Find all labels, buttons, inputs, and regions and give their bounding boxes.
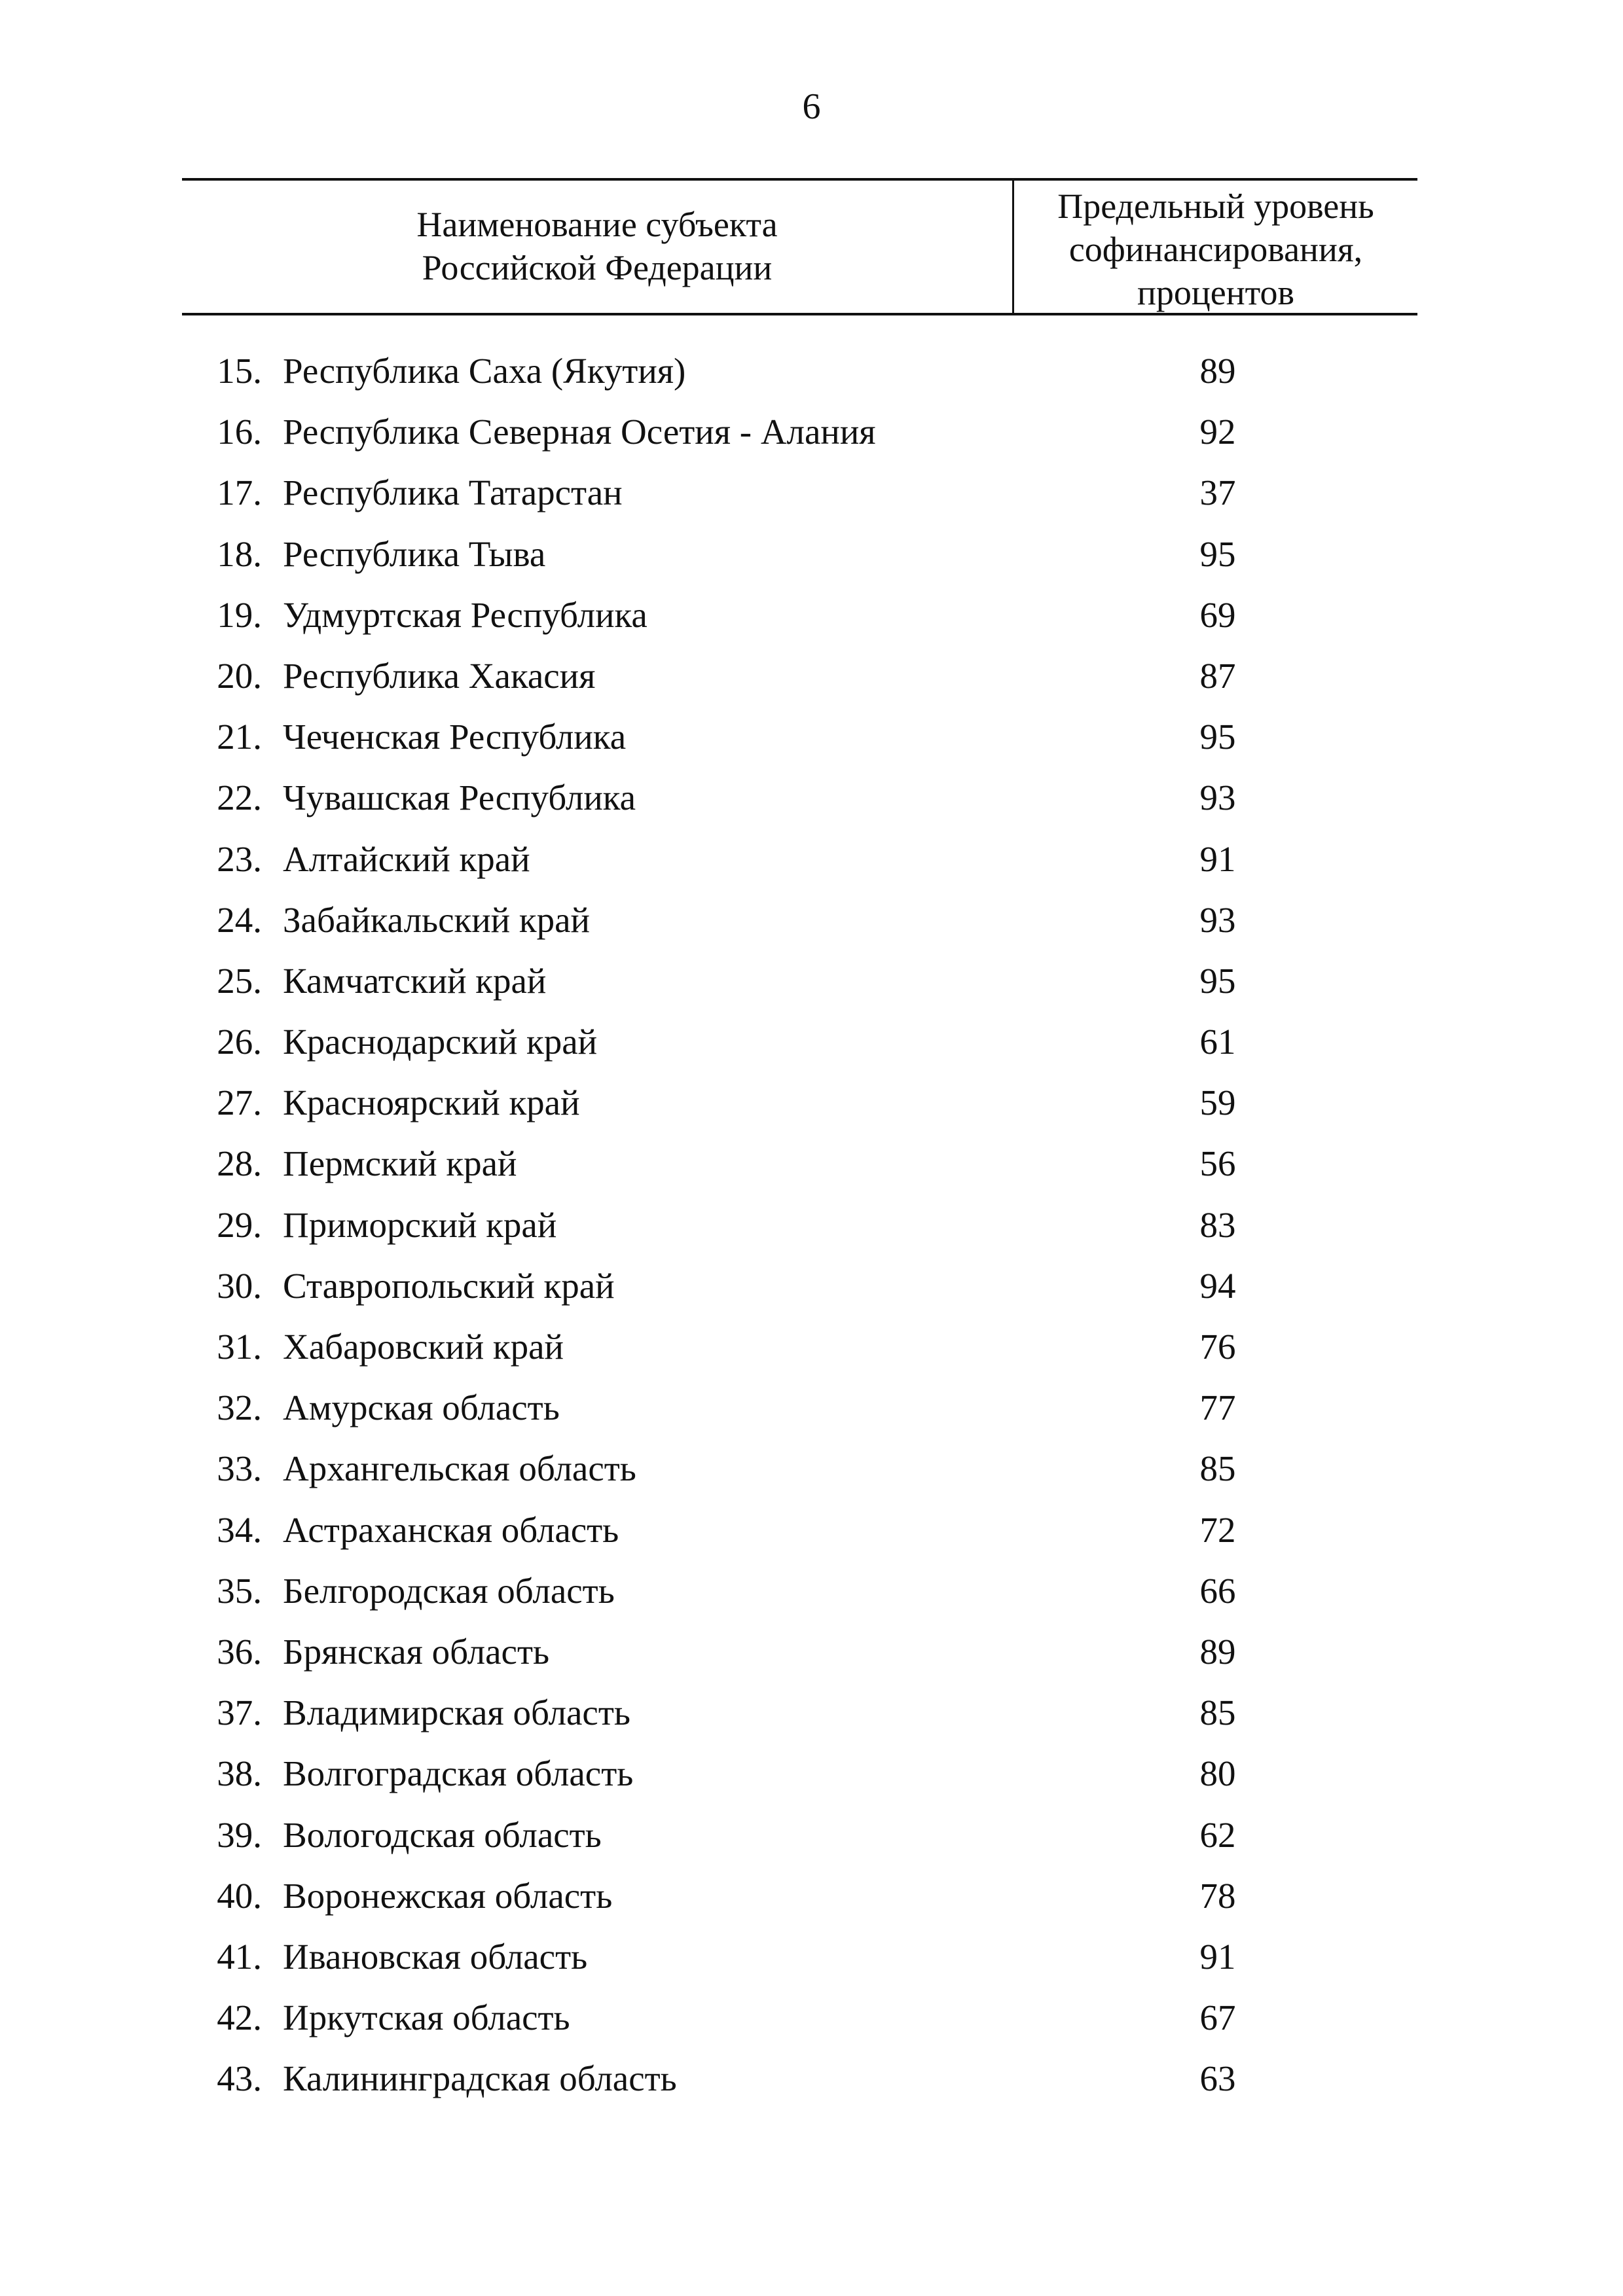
cofinancing-level-value: 92 xyxy=(1199,412,1236,452)
subject-name: Красноярский край xyxy=(283,1083,580,1123)
table-row xyxy=(0,1865,1623,1926)
subject-name: Архангельская область xyxy=(283,1448,636,1489)
cofinancing-level-value: 85 xyxy=(1199,1693,1236,1733)
table-row xyxy=(0,462,1623,523)
cofinancing-level-value: 67 xyxy=(1199,1998,1236,2038)
subject-name: Ставропольский край xyxy=(283,1265,615,1306)
cofinancing-level-value: 72 xyxy=(1199,1509,1236,1550)
row-number: 36. xyxy=(217,1631,262,1672)
subject-name: Пермский край xyxy=(283,1143,517,1184)
row-number: 17. xyxy=(217,473,262,513)
subject-name: Забайкальский край xyxy=(283,899,590,940)
column-header-cofinancing-level-line3: процентов xyxy=(1137,273,1295,312)
subject-name: Республика Северная Осетия - Алания xyxy=(283,412,876,452)
row-number: 39. xyxy=(217,1814,262,1855)
page-number: 6 xyxy=(802,86,821,127)
column-header-cofinancing-level-line1: Предельный уровень xyxy=(1057,187,1374,226)
row-number: 35. xyxy=(217,1570,262,1611)
table-row xyxy=(0,1560,1623,1621)
row-number: 30. xyxy=(217,1265,262,1306)
subject-name: Удмуртская Республика xyxy=(283,594,647,635)
cofinancing-level-value: 85 xyxy=(1199,1448,1236,1489)
subject-name: Камчатский край xyxy=(283,960,547,1001)
row-number: 25. xyxy=(217,960,262,1001)
cofinancing-level-value: 91 xyxy=(1199,838,1236,879)
row-number: 27. xyxy=(217,1083,262,1123)
subject-name: Республика Татарстан xyxy=(283,473,623,513)
cofinancing-level-value: 78 xyxy=(1199,1875,1236,1916)
row-number: 15. xyxy=(217,351,262,391)
cofinancing-level-value: 93 xyxy=(1199,899,1236,940)
table-row xyxy=(0,1804,1623,1865)
subject-name: Республика Тыва xyxy=(283,533,546,574)
table-body xyxy=(0,340,1623,2109)
row-number: 28. xyxy=(217,1143,262,1184)
table-row xyxy=(0,1621,1623,1682)
table-row xyxy=(0,401,1623,462)
subject-name: Владимирская область xyxy=(283,1693,630,1733)
subject-name: Калининградская область xyxy=(283,2058,677,2099)
table-row xyxy=(0,2048,1623,2109)
cofinancing-level-value: 95 xyxy=(1199,960,1236,1001)
subject-name: Амурская область xyxy=(283,1388,560,1428)
table-row xyxy=(0,584,1623,645)
subject-name: Хабаровский край xyxy=(283,1327,564,1367)
subject-name: Краснодарский край xyxy=(283,1022,598,1062)
row-number: 21. xyxy=(217,717,262,757)
cofinancing-level-value: 62 xyxy=(1199,1814,1236,1855)
subject-name: Воронежская область xyxy=(283,1875,613,1916)
table-row xyxy=(0,1499,1623,1560)
row-number: 37. xyxy=(217,1693,262,1733)
column-header-cofinancing-level-line2: софинансирования, xyxy=(1068,230,1363,269)
row-number: 19. xyxy=(217,594,262,635)
cofinancing-level-value: 87 xyxy=(1199,655,1236,696)
cofinancing-level-value: 61 xyxy=(1199,1022,1236,1062)
row-number: 16. xyxy=(217,412,262,452)
cofinancing-level-value: 80 xyxy=(1199,1753,1236,1794)
row-number: 33. xyxy=(217,1448,262,1489)
table-row xyxy=(0,1194,1623,1255)
table-row xyxy=(0,340,1623,401)
row-number: 22. xyxy=(217,778,262,818)
cofinancing-level-value: 94 xyxy=(1199,1265,1236,1306)
table-header xyxy=(182,178,1417,315)
table-row xyxy=(0,1011,1623,1072)
table-row xyxy=(0,645,1623,706)
row-number: 32. xyxy=(217,1388,262,1428)
column-header-subject-name xyxy=(182,203,1012,289)
subject-name: Белгородская область xyxy=(283,1570,615,1611)
subject-name: Вологодская область xyxy=(283,1814,602,1855)
table-row xyxy=(0,1072,1623,1133)
table-row xyxy=(0,1743,1623,1804)
subject-name: Иркутская область xyxy=(283,1998,570,2038)
cofinancing-level-value: 95 xyxy=(1199,717,1236,757)
table-row xyxy=(0,889,1623,950)
cofinancing-level-value: 77 xyxy=(1199,1388,1236,1428)
table-row xyxy=(0,1377,1623,1438)
column-header-subject-name-line2: Российской Федерации xyxy=(422,248,773,287)
table-row xyxy=(0,706,1623,767)
row-number: 41. xyxy=(217,1936,262,1977)
row-number: 38. xyxy=(217,1753,262,1794)
row-number: 24. xyxy=(217,899,262,940)
table-row xyxy=(0,1987,1623,2048)
row-number: 18. xyxy=(217,533,262,574)
cofinancing-level-value: 93 xyxy=(1199,778,1236,818)
cofinancing-level-value: 37 xyxy=(1199,473,1236,513)
table-row xyxy=(0,1255,1623,1316)
column-header-subject-name-line1: Наименование субъекта xyxy=(416,205,778,244)
table-row xyxy=(0,950,1623,1011)
cofinancing-level-value: 89 xyxy=(1199,351,1236,391)
subject-name: Республика Саха (Якутия) xyxy=(283,351,686,391)
table-row xyxy=(0,1682,1623,1743)
row-number: 42. xyxy=(217,1998,262,2038)
cofinancing-level-value: 76 xyxy=(1199,1327,1236,1367)
subject-name: Астраханская область xyxy=(283,1509,619,1550)
cofinancing-level-value: 69 xyxy=(1199,594,1236,635)
cofinancing-level-value: 59 xyxy=(1199,1083,1236,1123)
cofinancing-level-value: 83 xyxy=(1199,1204,1236,1245)
cofinancing-level-value: 95 xyxy=(1199,533,1236,574)
table-row xyxy=(0,1926,1623,1987)
subject-name: Республика Хакасия xyxy=(283,655,596,696)
table-row xyxy=(0,829,1623,889)
row-number: 34. xyxy=(217,1509,262,1550)
cofinancing-level-value: 56 xyxy=(1199,1143,1236,1184)
cofinancing-level-value: 91 xyxy=(1199,1936,1236,1977)
row-number: 43. xyxy=(217,2058,262,2099)
column-header-cofinancing-level xyxy=(1014,185,1417,314)
subject-name: Чеченская Республика xyxy=(283,717,627,757)
cofinancing-level-value: 63 xyxy=(1199,2058,1236,2099)
table-row xyxy=(0,524,1623,584)
table-row xyxy=(0,1316,1623,1377)
subject-name: Волгоградская область xyxy=(283,1753,634,1794)
subject-name: Чувашская Республика xyxy=(283,778,636,818)
subject-name: Брянская область xyxy=(283,1631,550,1672)
row-number: 31. xyxy=(217,1327,262,1367)
subject-name: Алтайский край xyxy=(283,838,530,879)
row-number: 40. xyxy=(217,1875,262,1916)
row-number: 20. xyxy=(217,655,262,696)
table-row xyxy=(0,1438,1623,1499)
table-row xyxy=(0,1133,1623,1194)
row-number: 23. xyxy=(217,838,262,879)
subject-name: Ивановская область xyxy=(283,1936,588,1977)
table-row xyxy=(0,767,1623,828)
row-number: 26. xyxy=(217,1022,262,1062)
cofinancing-level-value: 66 xyxy=(1199,1570,1236,1611)
row-number: 29. xyxy=(217,1204,262,1245)
subject-name: Приморский край xyxy=(283,1204,557,1245)
cofinancing-level-value: 89 xyxy=(1199,1631,1236,1672)
